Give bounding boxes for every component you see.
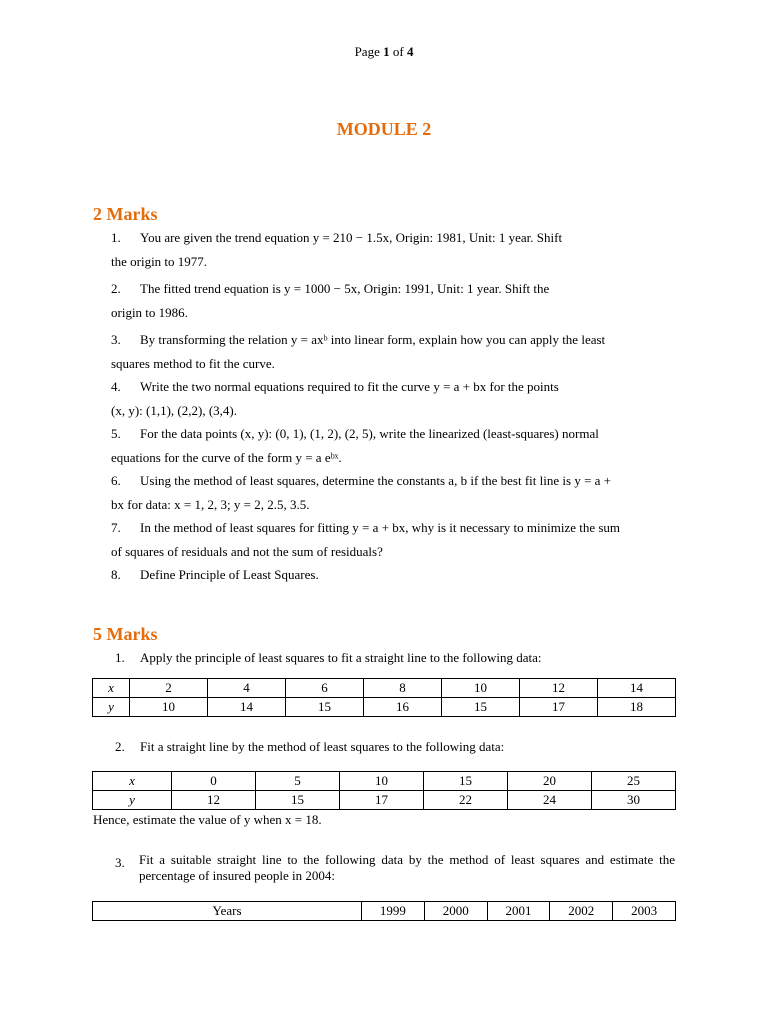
two-mark-question-1: 1. You are given the trend equation y = 210 − 1.5x, Origin: 1981, Unit: 1 year. Shift the origin to 1977. <box>111 230 563 269</box>
table-cell: 10 <box>340 772 424 791</box>
table-cell: 30 <box>592 791 676 810</box>
question-3-number: 3. <box>115 855 125 870</box>
table-header-years: Years <box>93 902 362 921</box>
table-cell: 8 <box>364 679 442 698</box>
table-cell: 25 <box>592 772 676 791</box>
table-cell: 17 <box>520 698 598 717</box>
table-cell: 24 <box>508 791 592 810</box>
two-mark-question-3: 3. By transforming the relation y = axᵇ into linear form, explain how you can apply the least squares method to fit the curve. <box>111 332 606 371</box>
table-row <box>93 698 676 717</box>
table-cell: 12 <box>520 679 598 698</box>
table-header-y: y <box>93 791 172 810</box>
question-2-note: Hence, estimate the value of y when x = 18. <box>93 812 322 827</box>
table-row <box>93 902 676 921</box>
two-mark-question-6: 6. Using the method of least squares, determine the constants a, b if the best fit line is y = a + bx for data: x = 1, 2, 3; y = 2, 2.5, 3.5. <box>111 473 611 512</box>
two-mark-question-7: 7. In the method of least squares for fitting y = a + bx, why is it necessary to minimize the sum of squares of residuals and not the sum of residuals? <box>111 520 621 559</box>
table-cell: 15 <box>286 698 364 717</box>
table-header-y: y <box>93 698 130 717</box>
table-row <box>93 679 676 698</box>
table-cell: 2003 <box>613 902 676 921</box>
table-cell: 1999 <box>362 902 425 921</box>
two-mark-question-8: 8. Define Principle of Least Squares. <box>111 567 319 582</box>
page-of: of <box>392 44 404 59</box>
table-cell: 15 <box>442 698 520 717</box>
table-cell: 2 <box>130 679 208 698</box>
question-3-text: Fit a suitable straight line to the following data by the method of least squares and estimate the percentage of insured people in 2004: <box>139 852 675 883</box>
table-cell: 6 <box>286 679 364 698</box>
five-mark-question-1: 1. Apply the principle of least squares to fit a straight line to the following data: <box>115 650 542 665</box>
table-header-x: x <box>93 679 130 698</box>
table-cell: 15 <box>424 772 508 791</box>
data-table-1 <box>92 678 676 717</box>
table-cell: 17 <box>340 791 424 810</box>
table-cell: 12 <box>172 791 256 810</box>
data-table-2 <box>92 771 676 810</box>
data-table-3 <box>92 901 676 921</box>
five-mark-question-2: 2. Fit a straight line by the method of least squares to the following data: <box>115 739 505 754</box>
section-five-marks: 5 Marks <box>93 624 158 644</box>
table-cell: 15 <box>256 791 340 810</box>
table-cell: 10 <box>130 698 208 717</box>
table-cell: 2000 <box>424 902 487 921</box>
two-mark-question-4: 4. Write the two normal equations required to fit the curve y = a + bx for the points (x, y): (1,1), (2,2), (3,4). <box>111 379 559 418</box>
table-cell: 14 <box>598 679 676 698</box>
five-mark-question-3 <box>115 852 675 884</box>
table-cell: 0 <box>172 772 256 791</box>
table-cell: 10 <box>442 679 520 698</box>
table-cell: 2001 <box>487 902 550 921</box>
table-cell: 5 <box>256 772 340 791</box>
page-current: 1 <box>383 44 390 59</box>
table-row <box>93 772 676 791</box>
table-cell: 22 <box>424 791 508 810</box>
table-header-x: x <box>93 772 172 791</box>
page-prefix: Page <box>354 44 380 59</box>
page-number <box>0 44 768 60</box>
two-mark-question-2: 2. The fitted trend equation is y = 1000 − 5x, Origin: 1991, Unit: 1 year. Shift the origin to 1986. <box>111 281 550 320</box>
table-cell: 14 <box>208 698 286 717</box>
table-cell: 2002 <box>550 902 613 921</box>
table-cell: 18 <box>598 698 676 717</box>
table-cell: 16 <box>364 698 442 717</box>
module-title: MODULE 2 <box>336 119 432 139</box>
table-cell: 20 <box>508 772 592 791</box>
table-cell: 4 <box>208 679 286 698</box>
table-row <box>93 791 676 810</box>
section-two-marks: 2 Marks <box>93 204 158 224</box>
page-total: 4 <box>406 44 414 59</box>
two-mark-question-5: 5. For the data points (x, y): (0, 1), (1, 2), (2, 5), write the linearized (least-squares) normal equations for the curve of the form y = a eᵇˣ. <box>111 426 599 465</box>
